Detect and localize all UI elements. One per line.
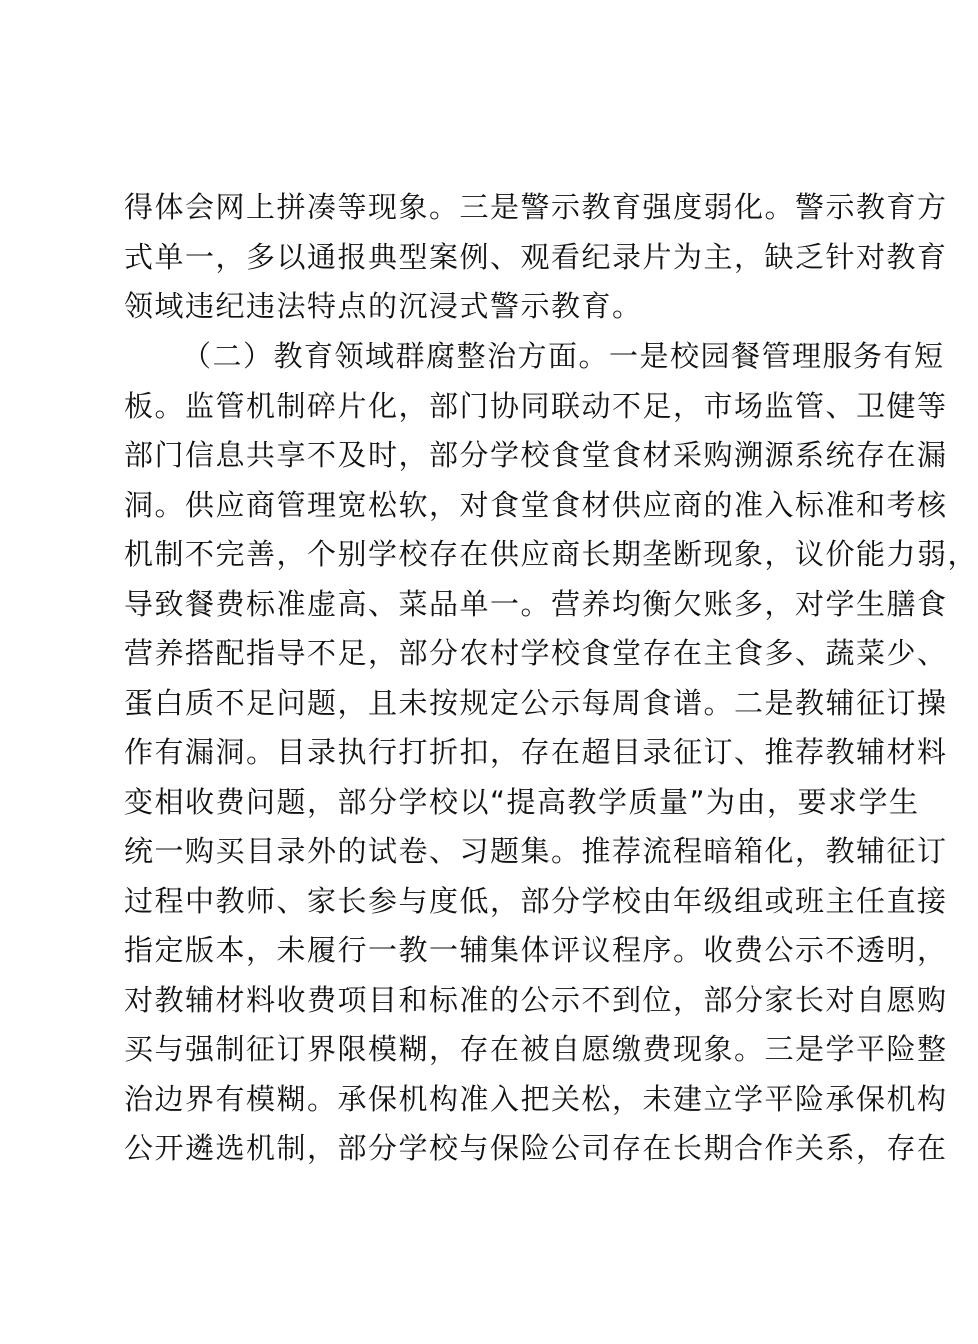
- text-line: 指定版本，未履行一教一辅集体评议程序。收费公示不透明，: [124, 933, 948, 967]
- text-line: 机制不完善，个别学校存在供应商长期垄断现象，议价能力弱，: [124, 537, 978, 571]
- text-line: 部门信息共享不及时，部分学校食堂食材采购溯源系统存在漏: [124, 438, 948, 472]
- text-line: 蛋白质不足问题，且未按规定公示每周食谱。二是教辅征订操: [124, 685, 948, 720]
- text-line: 领域违纪违法特点的沉浸式警示教育。: [124, 289, 643, 323]
- text-line: 导致餐费标准虚高、菜品单一。营养均衡欠账多，对学生膳食: [124, 586, 948, 621]
- text-line: 公开遴选机制，部分学校与保险公司存在长期合作关系，存在: [124, 1131, 948, 1165]
- text-line: 变相收费问题，部分学校以“提高教学质量”为由，要求学生: [124, 784, 920, 819]
- text-line: 式单一，多以通报典型案例、观看纪录片为主，缺乏针对教育: [124, 239, 948, 274]
- text-line: 洞。供应商管理宽松软，对食堂食材供应商的准入标准和考核: [124, 487, 948, 522]
- text-line: 板。监管机制碎片化，部门协同联动不足，市场监管、卫健等: [124, 388, 948, 423]
- text-line: 对教辅材料收费项目和标准的公示不到位，部分家长对自愿购: [124, 982, 948, 1017]
- text-line: 统一购买目录外的试卷、习题集。推荐流程暗箱化，教辅征订: [124, 834, 948, 868]
- text-line: 作有漏洞。目录执行打折扣，存在超目录征订、推荐教辅材料: [124, 735, 948, 769]
- text-line: 买与强制征订界限模糊，存在被自愿缴费现象。三是学平险整: [124, 1032, 948, 1066]
- text-line: [124, 1174, 844, 1224]
- text-line: 治边界有模糊。承保机构准入把关松，未建立学平险承保机构: [124, 1081, 948, 1116]
- paragraph-corruption-rectification: [124, 332, 978, 1223]
- text-line: 营养搭配指导不足，部分农村学校食堂存在主食多、蔬菜少、: [124, 636, 948, 670]
- text-line: （二）教育领域群腐整治方面。一是校园餐管理服务有短: [182, 339, 945, 373]
- text-line: 得体会网上拼凑等现象。三是警示教育强度弱化。警示教育方: [124, 190, 948, 224]
- text-line: 过程中教师、家长参与度低，部分学校由年级组或班主任直接: [124, 883, 948, 918]
- paragraph-warning-education: [124, 183, 948, 332]
